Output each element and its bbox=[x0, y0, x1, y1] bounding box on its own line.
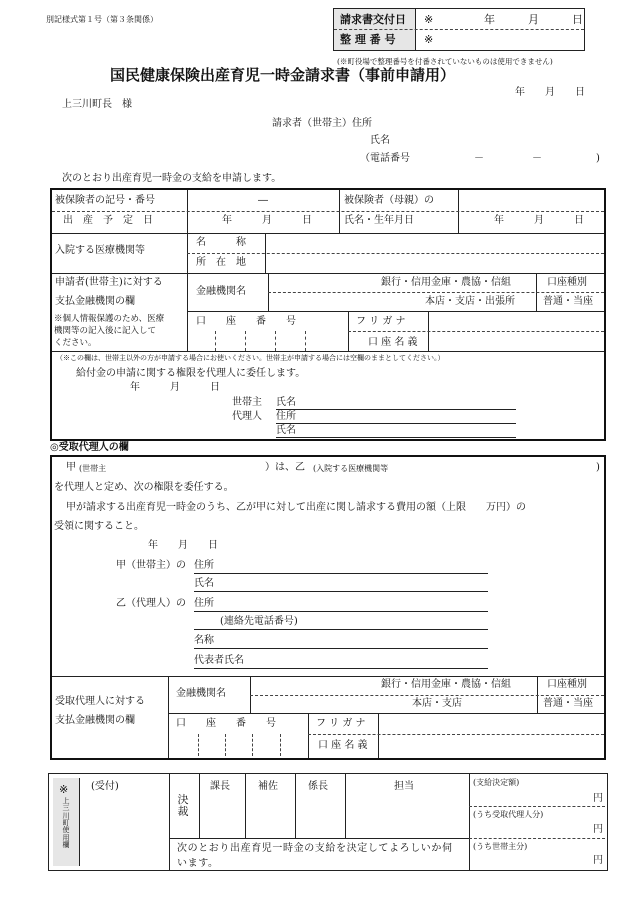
decision-label: 決裁 bbox=[177, 793, 189, 818]
org-name-label: 名称 bbox=[194, 635, 214, 646]
section-chief-label: 係長 bbox=[308, 781, 328, 792]
householder-amount-label: (うち世帯主分) bbox=[473, 842, 528, 851]
agent-account-number-label: 口 座 番 号 bbox=[176, 718, 276, 729]
table-note: （※この欄は、世帯主以外の方が申請する場合にお使いください。世帯主が申請する場合には空欄のままとしてください。） bbox=[56, 354, 445, 362]
close-paren: ) bbox=[596, 462, 600, 473]
agent-furigana-label: フ リ ガ ナ bbox=[316, 718, 366, 729]
party-a-name-label: 氏名 bbox=[194, 578, 214, 589]
party-a-of: 甲（世帯主）の bbox=[116, 560, 186, 571]
party-b-label: ）は、乙 bbox=[265, 462, 305, 473]
issued-mark: ※ bbox=[424, 13, 434, 26]
due-date-value: 年 月 日 bbox=[222, 215, 312, 226]
addressee: 上三川町長 様 bbox=[62, 99, 132, 110]
claimant-address-label: 請求者（世帯主）住所 bbox=[272, 118, 372, 129]
office-use-box bbox=[333, 8, 585, 51]
agent-name-label: 氏名 bbox=[276, 425, 296, 436]
assistant-label: 補佐 bbox=[258, 781, 278, 792]
name-birth-value: 年 月 日 bbox=[494, 215, 584, 226]
payee-label: 申請者(世帯主)に対する bbox=[55, 277, 163, 288]
delegate-date: 年 月 日 bbox=[130, 382, 220, 393]
privacy-note: 機関等の記入後に記入して bbox=[54, 326, 157, 336]
privacy-note: ください。 bbox=[54, 338, 97, 348]
contact-phone-label: (連絡先電話番号) bbox=[220, 616, 298, 627]
intro-text: 次のとおり出産育児一時金の支給を申請します。 bbox=[62, 173, 282, 184]
form-label: 別記様式第１号（第３条関係） bbox=[46, 15, 158, 24]
householder-label: 世帯主 bbox=[232, 397, 262, 408]
householder-name-label: 氏名 bbox=[276, 397, 296, 408]
ref-number-mark: ※ bbox=[424, 33, 434, 46]
agent-account-type-values: 普通・当座 bbox=[543, 698, 593, 709]
agreement-line: を代理人と定め、次の権限を委任する。 bbox=[54, 482, 234, 493]
received-label: (受付) bbox=[91, 781, 119, 792]
staff-label: 担当 bbox=[394, 781, 414, 792]
delegate-text: 給付金の申請に関する権限を代理人に委任します。 bbox=[76, 368, 306, 379]
party-a-sub: (世帯主 bbox=[79, 464, 107, 473]
phone-separator: － bbox=[474, 153, 484, 164]
furigana-label: フ リ ガ ナ bbox=[356, 316, 406, 327]
party-a-address-label: 住所 bbox=[194, 560, 214, 571]
branch-types: 本店・支店・出張所 bbox=[425, 296, 515, 307]
agent-bank-types: 銀行・信用金庫・農協・信組 bbox=[381, 679, 511, 690]
yen: 円 bbox=[593, 855, 603, 866]
office-star: ※ bbox=[59, 783, 69, 796]
issued-date-value: 年 月 日 bbox=[484, 13, 583, 26]
bank-types: 銀行・信用金庫・農協・信組 bbox=[381, 277, 511, 288]
agent-payee-label: 支払金融機関の欄 bbox=[55, 715, 135, 726]
account-type-values: 普通・当座 bbox=[543, 296, 593, 307]
claimant-name-label: 氏名 bbox=[370, 135, 390, 146]
yen: 円 bbox=[593, 824, 603, 835]
agent-branch-types: 本店・支店 bbox=[412, 698, 462, 709]
issued-date-label: 請求書交付日 bbox=[340, 13, 406, 26]
phone-separator: － bbox=[532, 153, 542, 164]
agent-account-holder-label: 口 座 名 義 bbox=[318, 740, 368, 751]
insured-number-value: ― bbox=[258, 195, 268, 206]
hospital-label: 入院する医療機関等 bbox=[55, 245, 145, 256]
agent-address-label: 住所 bbox=[276, 411, 296, 422]
page-title: 国民健康保険出産育児一時金請求書（事前申請用） bbox=[110, 66, 456, 84]
account-holder-label: 口 座 名 義 bbox=[368, 337, 418, 348]
town-use-label: 上三川町使用欄 bbox=[62, 797, 70, 850]
account-type-label: 口座種別 bbox=[547, 277, 587, 288]
account-number-label: 口 座 番 号 bbox=[196, 316, 296, 327]
privacy-note: ※個人情報保護のため、医療 bbox=[54, 314, 165, 324]
agent-label: 代理人 bbox=[232, 411, 262, 422]
agent-amount-label: (うち受取代理人分) bbox=[473, 810, 544, 819]
due-date-label: 出 産 予 定 日 bbox=[63, 215, 153, 226]
hospital-name-label: 名 称 bbox=[196, 237, 246, 248]
claimant-phone-label: （電話番号 bbox=[360, 153, 410, 164]
bank-name-label: 金融機関名 bbox=[196, 286, 246, 297]
form-date: 年 月 日 bbox=[515, 87, 585, 98]
agent-payee-label: 受取代理人に対する bbox=[55, 696, 145, 707]
notice-small: (※町役場で整理番号を付番されていないものは使用できません) bbox=[337, 57, 553, 66]
party-b-of: 乙（代理人）の bbox=[116, 598, 186, 609]
phone-close: ) bbox=[596, 153, 600, 164]
agreement-line: 甲が請求する出産育児一時金のうち、乙が甲に対して出産に関し請求する費用の額（上限 万円）の bbox=[66, 502, 526, 513]
insured-number-label: 被保険者の記号・番号 bbox=[55, 195, 155, 206]
agent-bank-name-label: 金融機関名 bbox=[176, 688, 226, 699]
yen: 円 bbox=[593, 793, 603, 804]
chief-label: 課長 bbox=[210, 781, 230, 792]
insured-mother-label: 被保険者（母親）の bbox=[344, 195, 434, 206]
payee-label: 支払金融機関の欄 bbox=[55, 296, 135, 307]
section-title: ◎受取代理人の欄 bbox=[50, 442, 129, 453]
party-a-label: 甲 bbox=[66, 462, 76, 473]
amount-label: (支給決定額) bbox=[473, 778, 520, 787]
agreement-date: 年 月 日 bbox=[148, 540, 218, 551]
agreement-line: 受領に関すること。 bbox=[54, 521, 144, 532]
name-birth-label: 氏名・生年月日 bbox=[344, 215, 414, 226]
hospital-address-label: 所 在 地 bbox=[196, 257, 246, 268]
party-b-address-label: 住所 bbox=[194, 598, 214, 609]
ref-number-label: 整 理 番 号 bbox=[340, 33, 396, 46]
agent-account-type-label: 口座種別 bbox=[547, 679, 587, 690]
party-b-sub: (入院する医療機関等 bbox=[313, 464, 389, 473]
representative-label: 代表者氏名 bbox=[194, 655, 244, 666]
decision-text: 次のとおり出産育児一時金の支給を決定してよろしいか伺います。 bbox=[177, 843, 453, 869]
town-use-table bbox=[48, 773, 608, 871]
